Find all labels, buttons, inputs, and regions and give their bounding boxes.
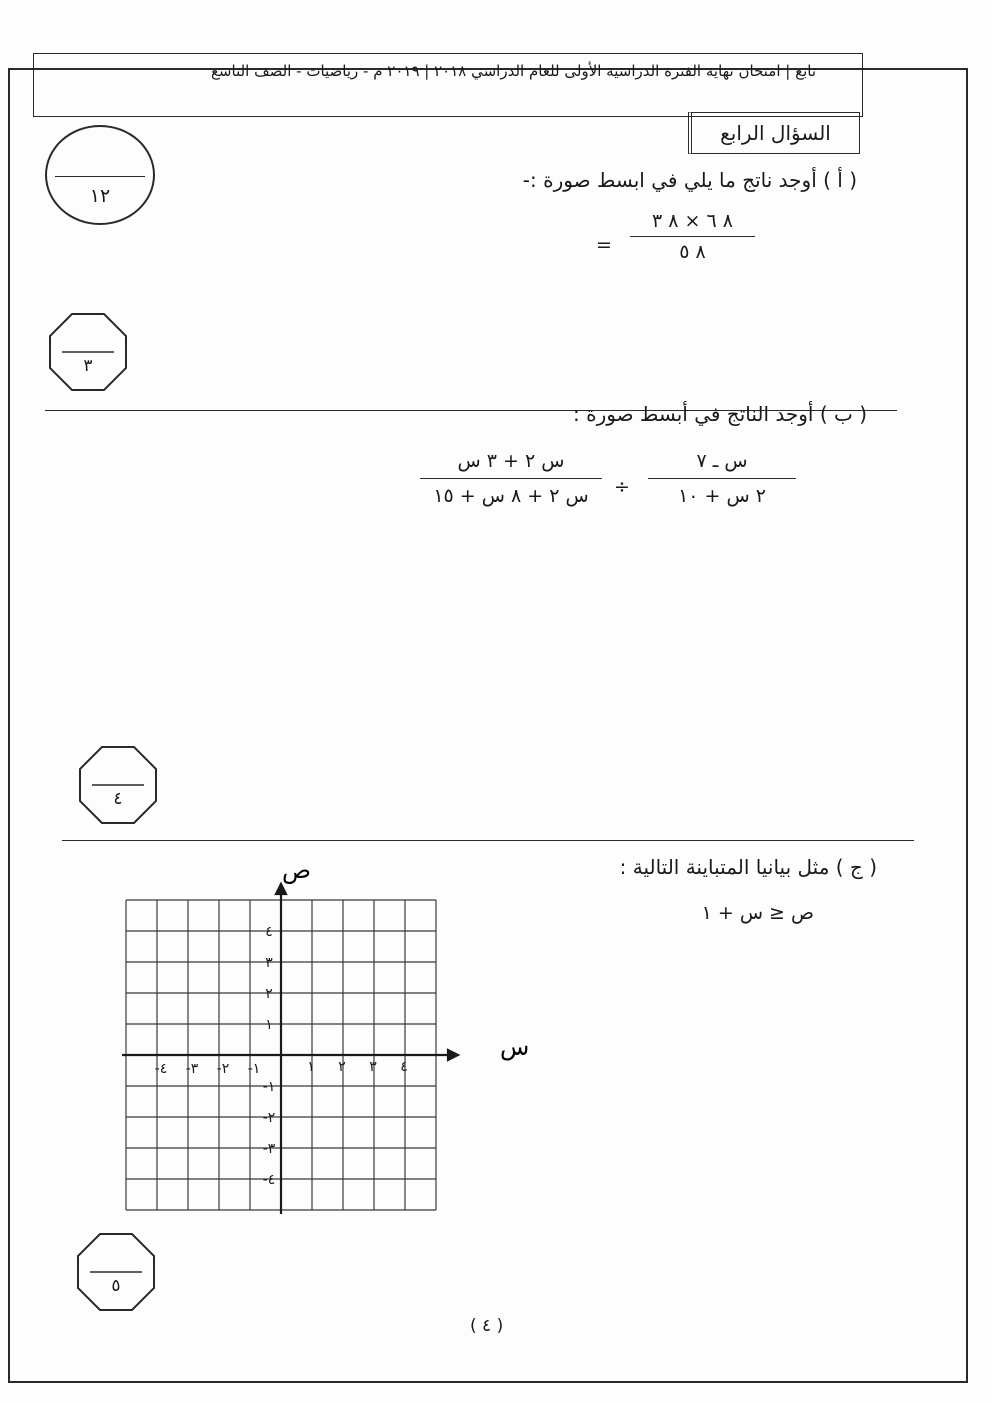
part-b-frac2-denominator: س ٢ + ٨ س + ١٥ [433, 485, 589, 507]
part-c-score: ٥ [111, 1276, 121, 1296]
part-a-fraction-bar [630, 236, 755, 237]
section-divider-b [62, 840, 914, 841]
total-score: ١٢ [89, 185, 111, 207]
part-b-frac2-numerator: س ٢ + ٣ س [457, 450, 565, 472]
part-c-label: ( ج ) مثل بيانيا المتباينة التالية : [619, 855, 877, 879]
part-a-numerator: ٨ ٦ × ٨ ٣ [652, 210, 733, 232]
x-tick-label: ٢ [338, 1059, 346, 1075]
x-axis-label: س [500, 1033, 530, 1061]
part-b-frac1-denominator: ٢ س + ١٠ [678, 485, 766, 507]
y-tick-label: -٢ [262, 1110, 276, 1126]
x-tick-label: ١ [307, 1059, 315, 1075]
exam-header [33, 53, 863, 117]
part-b-divide-sign: ÷ [614, 476, 630, 498]
x-tick-label: -٣ [185, 1061, 199, 1077]
question-title: السؤال الرابع [688, 112, 860, 154]
y-tick-label: -٣ [262, 1141, 276, 1157]
part-a-label: ( أ ) أوجد ناتج ما يلي في ابسط صورة :- [522, 168, 857, 192]
part-a-score-box [48, 312, 128, 392]
part-c-inequality: ص ≤ س + ١ [701, 902, 814, 924]
header-title: تابع | امتحان نهاية الفترة الدراسية الأولى للعام الدراسي ٢٠١٨ | ٢٠١٩ م - رياضيات - الصف التاسع [210, 62, 816, 80]
part-b-label: ( ب ) أوجد الناتج في أبسط صورة : [573, 402, 867, 426]
x-tick-label: ٣ [369, 1059, 377, 1075]
part-b-score-box [78, 745, 158, 825]
x-tick-label: -٤ [154, 1061, 168, 1077]
y-axis-arrow [276, 884, 286, 894]
x-tick-label: ٤ [400, 1059, 408, 1075]
part-b-frac2-bar [420, 478, 602, 479]
part-b-score: ٤ [113, 789, 123, 809]
score-divider [55, 176, 145, 177]
y-tick-label: ٤ [265, 924, 273, 940]
y-tick-label: -٤ [262, 1172, 276, 1188]
part-b-frac1-bar [648, 478, 796, 479]
part-c-score-box [76, 1232, 156, 1312]
page-number: ( ٤ ) [470, 1316, 504, 1336]
y-tick-label: ١ [265, 1017, 273, 1033]
y-tick-label: -١ [262, 1079, 276, 1095]
total-score-circle [45, 125, 155, 225]
part-a-equals: = [596, 234, 612, 256]
x-axis-arrow [448, 1050, 458, 1060]
coordinate-grid[interactable] [118, 850, 530, 1225]
part-b-fraction-2 [420, 450, 602, 507]
y-tick-label: ٣ [265, 955, 273, 971]
x-tick-label: -٢ [216, 1061, 230, 1077]
part-a-score: ٣ [83, 356, 93, 376]
part-b-fraction-1 [648, 450, 796, 507]
y-axis-label: ص [282, 856, 312, 884]
x-tick-label: -١ [247, 1061, 261, 1077]
part-a-fraction [630, 210, 755, 263]
part-a-denominator: ٨ ٥ [679, 241, 706, 263]
y-tick-label: ٢ [265, 986, 273, 1002]
part-b-frac1-numerator: س ـ ٧ [696, 450, 748, 472]
